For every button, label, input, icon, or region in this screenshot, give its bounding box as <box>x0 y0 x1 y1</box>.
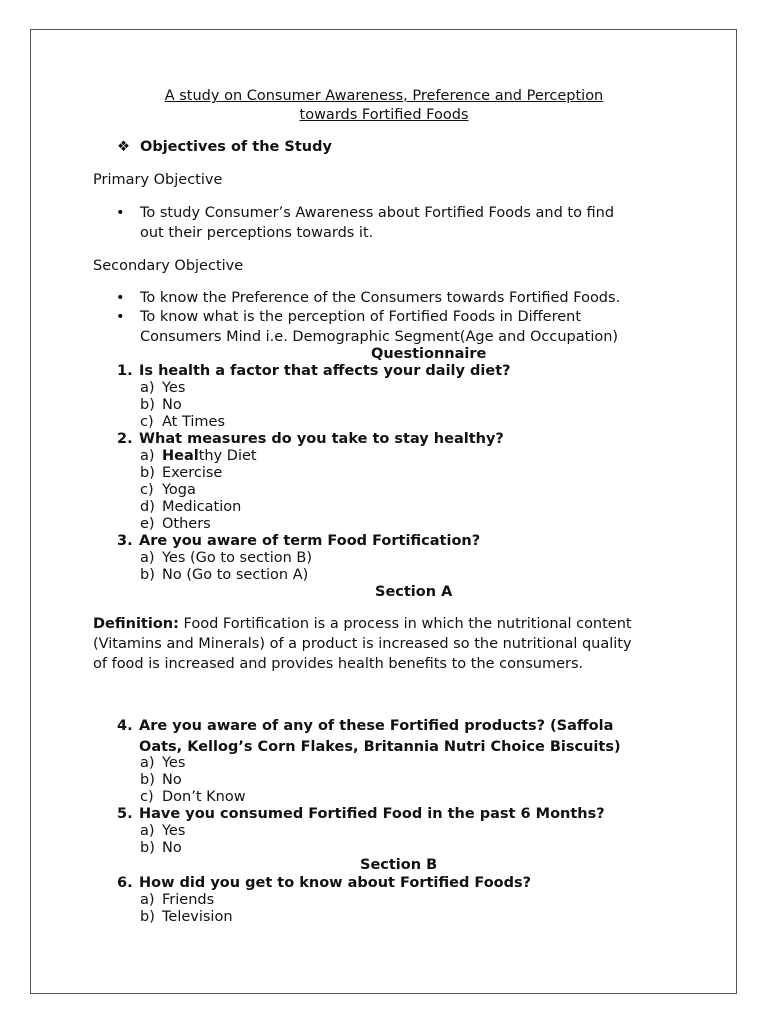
questionnaire-heading: Questionnaire <box>371 346 487 362</box>
q2-option-e: e) Others <box>140 516 211 532</box>
question-4-line-2: Oats, Kellog’s Corn Flakes, Britannia Nutri Choice Biscuits) <box>139 739 621 755</box>
bullet-icon: • <box>116 205 125 221</box>
objectives-heading: Objectives of the Study <box>140 139 332 155</box>
title-line-1: A study on Consumer Awareness, Preference and Perception <box>164 88 604 104</box>
q4-option-c: c) Don’t Know <box>140 789 246 805</box>
q1-option-c: c) At Times <box>140 414 225 430</box>
q4-option-a: a) Yes <box>140 755 186 771</box>
q2-option-b: b) Exercise <box>140 465 223 481</box>
q4-option-b: b) No <box>140 772 182 788</box>
q1-option-b: b) No <box>140 397 182 413</box>
primary-item-line-2: out their perceptions towards it. <box>140 225 374 241</box>
q1-option-a: a) Yes <box>140 380 186 396</box>
title-line-2: towards Fortified Foods <box>299 107 469 123</box>
q5-option-a: a) Yes <box>140 823 186 839</box>
question-2: 2. What measures do you take to stay healthy? <box>117 431 504 447</box>
question-1: 1. Is health a factor that affects your daily diet? <box>117 363 511 379</box>
secondary-objective-heading: Secondary Objective <box>93 258 244 274</box>
primary-item-line-1: To study Consumer’s Awareness about Fortified Foods and to find <box>140 205 615 221</box>
q6-option-a: a) Friends <box>140 892 215 908</box>
q2-option-c: c) Yoga <box>140 482 196 498</box>
secondary-item-2-line-2: Consumers Mind i.e. Demographic Segment(Age and Occupation) <box>140 329 619 345</box>
bullet-icon: • <box>116 290 125 306</box>
q2-option-a: a) Healthy Diet <box>140 448 257 464</box>
q3-option-a: a) Yes (Go to section B) <box>140 550 312 566</box>
definition-line-2: (Vitamins and Minerals) of a product is increased so the nutritional quality <box>93 636 632 652</box>
definition-line-1: Definition: Food Fortification is a process in which the nutritional content <box>93 616 632 632</box>
section-b-heading: Section B <box>360 857 438 873</box>
bullet-icon: • <box>116 309 125 325</box>
secondary-item-2-line-1: To know what is the perception of Fortified Foods in Different <box>140 309 582 325</box>
question-5: 5. Have you consumed Fortified Food in the past 6 Months? <box>117 806 605 822</box>
question-6: 6. How did you get to know about Fortified Foods? <box>117 875 532 891</box>
q3-option-b: b) No (Go to section A) <box>140 567 309 583</box>
q2-option-d: d) Medication <box>140 499 242 515</box>
diamond-bullet-icon: ❖ <box>117 139 130 155</box>
question-3: 3. Are you aware of term Food Fortification? <box>117 533 481 549</box>
q5-option-b: b) No <box>140 840 182 856</box>
primary-objective-heading: Primary Objective <box>93 172 223 188</box>
question-4-line-1: 4. Are you aware of any of these Fortified products? (Saffola <box>117 718 614 734</box>
q6-option-b: b) Television <box>140 909 233 925</box>
definition-line-3: of food is increased and provides health benefits to the consumers. <box>93 656 584 672</box>
section-a-heading: Section A <box>375 584 453 600</box>
secondary-item-1: To know the Preference of the Consumers towards Fortified Foods. <box>140 290 621 306</box>
